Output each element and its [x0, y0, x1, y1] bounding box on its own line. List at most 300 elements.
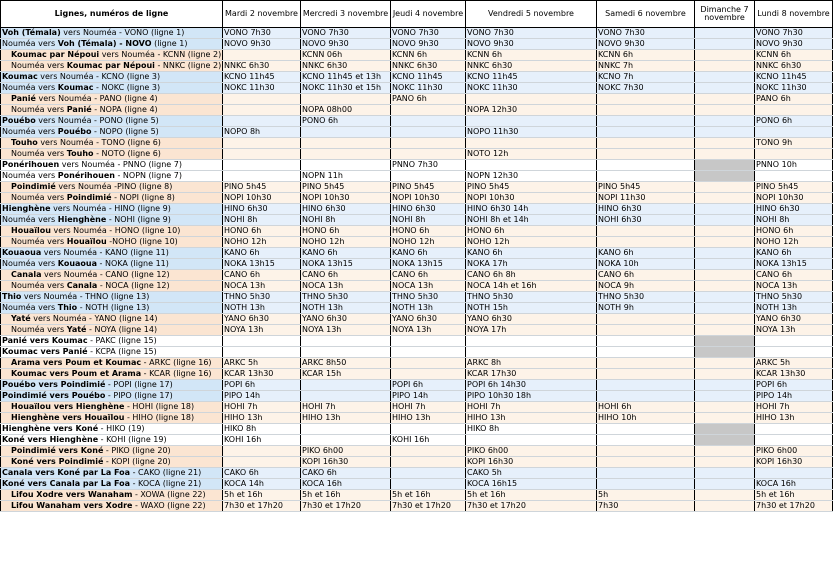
sunday-closed-cell [695, 314, 755, 325]
departure-cell [466, 116, 597, 127]
sunday-closed-cell [695, 435, 755, 446]
departure-cell: KCNO 7h [597, 72, 695, 83]
departure-cell [597, 435, 695, 446]
line-name-bold-part: Yaté [66, 325, 87, 334]
line-name-bold-part: Panié [66, 105, 92, 114]
departure-cell: KCNN 6h [391, 50, 466, 61]
line-name-bold-part: Houaïlou vers Hienghène [11, 402, 125, 411]
line-name-cell [1, 105, 223, 116]
departure-cell [223, 94, 301, 105]
departure-cell: PANO 6h [391, 94, 466, 105]
departure-cell: HINO 6h30 [223, 204, 301, 215]
sunday-closed-cell [695, 303, 755, 314]
departure-cell: HINO 6h30 [755, 204, 833, 215]
line-name-cell [1, 479, 223, 490]
departure-cell: 7h30 et 17h20 [223, 501, 301, 512]
departure-cell: KOCA 16h15 [466, 479, 597, 490]
departure-cell: PIPO 14h [223, 391, 301, 402]
departure-cell: PIPO 14h [755, 391, 833, 402]
table-row [1, 138, 833, 149]
departure-cell: KCNO 11h45 et 13h [301, 72, 391, 83]
line-name-cell [1, 446, 223, 457]
line-name-cell [1, 226, 223, 237]
departure-cell: HOHI 7h [223, 402, 301, 413]
table-row [1, 347, 833, 358]
line-name-part: Nouméa vers [11, 237, 67, 246]
departure-cell [597, 391, 695, 402]
line-name-part: Nouméa vers [11, 105, 67, 114]
line-name-cell [1, 413, 223, 424]
departure-cell [597, 127, 695, 138]
line-name-bold-part: Ponérihouen [57, 171, 115, 180]
departure-cell: HIHO 13h [755, 413, 833, 424]
departure-cell: NOPI 10h30 [466, 193, 597, 204]
line-name-bold-part: Koumac par Népoui [66, 61, 155, 70]
departure-cell: NOYA 13h [755, 325, 833, 336]
departure-cell [597, 138, 695, 149]
line-name-bold-part: Yaté [11, 314, 31, 323]
table-row [1, 292, 833, 303]
departure-cell [466, 347, 597, 358]
departure-cell [755, 171, 833, 182]
sunday-closed-cell [695, 369, 755, 380]
departure-cell [597, 424, 695, 435]
departure-cell: 5h [597, 490, 695, 501]
line-name-cell [1, 28, 223, 39]
departure-cell: HIHO 13h [223, 413, 301, 424]
departure-cell [391, 358, 466, 369]
departure-cell: VONO 7h30 [391, 28, 466, 39]
line-name-cell [1, 149, 223, 160]
line-name-cell [1, 336, 223, 347]
line-name-part: Nouméa vers [11, 149, 67, 158]
line-name-bold-part: Pouébo vers Poindimié [2, 380, 106, 389]
departure-cell: HIKO 8h [223, 424, 301, 435]
table-row [1, 72, 833, 83]
departure-cell [223, 446, 301, 457]
departure-cell [301, 336, 391, 347]
departure-cell: 5h et 16h [755, 490, 833, 501]
table-row [1, 171, 833, 182]
table-row [1, 259, 833, 270]
departure-cell: NOTH 13h [301, 303, 391, 314]
line-name-part: Nouméa vers [11, 61, 67, 70]
departure-cell: NOHI 8h et 14h [466, 215, 597, 226]
departure-cell [466, 336, 597, 347]
departure-cell [223, 160, 301, 171]
departure-cell [755, 435, 833, 446]
departure-cell [223, 457, 301, 468]
departure-cell: KCNN 6h [466, 50, 597, 61]
line-name-bold-part: Koumac vers Panié [2, 347, 88, 356]
departure-cell: NOKC 11h30 [223, 83, 301, 94]
sunday-closed-cell [695, 215, 755, 226]
departure-cell [223, 171, 301, 182]
table-row [1, 182, 833, 193]
departure-cell: KANO 6h [755, 248, 833, 259]
sunday-closed-cell [695, 358, 755, 369]
departure-cell: NOYA 17h [466, 325, 597, 336]
sunday-closed-cell [695, 413, 755, 424]
line-name-cell [1, 501, 223, 512]
line-name-bold-part: Voh (Témala) [2, 28, 61, 37]
table-row [1, 402, 833, 413]
departure-cell: NOVO 9h30 [466, 39, 597, 50]
departure-cell [597, 468, 695, 479]
table-row [1, 105, 833, 116]
departure-cell: NOHO 12h [301, 237, 391, 248]
line-name-bold-part: Poindimié [11, 182, 56, 191]
departure-cell [391, 347, 466, 358]
departure-cell: YANO 6h30 [223, 314, 301, 325]
departure-cell: NOHO 12h [755, 237, 833, 248]
departure-cell: PINO 5h45 [223, 182, 301, 193]
departure-cell: THNO 5h30 [391, 292, 466, 303]
departure-cell: NOCA 13h [391, 281, 466, 292]
departure-cell: 7h30 et 17h20 [391, 501, 466, 512]
sunday-closed-cell [695, 127, 755, 138]
sunday-closed-cell [695, 391, 755, 402]
line-name-bold-part: Hienghène [2, 204, 51, 213]
line-name-bold-part: Poindimié vers Koné [11, 446, 104, 455]
line-name-bold-part: Kouaoua [57, 259, 98, 268]
line-name-part: vers Nouméa - KANO (ligne 11) [41, 248, 169, 257]
departure-cell: NOVO 9h30 [597, 39, 695, 50]
line-name-part: - KOHI (ligne 19) [98, 435, 167, 444]
departure-cell: NOKC 11h30 et 15h [301, 83, 391, 94]
table-row [1, 270, 833, 281]
departure-cell: NOHI 8h [391, 215, 466, 226]
departure-cell: HIHO 13h [466, 413, 597, 424]
line-name-cell [1, 435, 223, 446]
departure-cell: HINO 6h30 [597, 204, 695, 215]
line-name-part: - NOYA (ligne 14) [86, 325, 158, 334]
departure-cell: KCAR 17h30 [466, 369, 597, 380]
departure-cell: NOPI 10h30 [223, 193, 301, 204]
line-name-cell [1, 281, 223, 292]
line-name-bold-part: Kouaoua [2, 248, 42, 257]
departure-cell: HOHI 6h [597, 402, 695, 413]
line-name-part: - KOPI (ligne 20) [103, 457, 171, 466]
departure-cell: CANO 6h [391, 270, 466, 281]
departure-cell: 7h30 et 17h20 [755, 501, 833, 512]
departure-cell [391, 105, 466, 116]
departure-cell [597, 105, 695, 116]
line-name-cell [1, 380, 223, 391]
departure-cell: PIKO 6h00 [755, 446, 833, 457]
line-name-part: Nouméa vers [2, 39, 58, 48]
line-name-part: - HIKO (19) [98, 424, 145, 433]
sunday-closed-cell [695, 237, 755, 248]
line-name-part: Nouméa vers [11, 193, 67, 202]
sunday-closed-cell [695, 204, 755, 215]
line-name-part: vers Nouméa - PNNO (ligne 7) [59, 160, 182, 169]
departure-cell [391, 149, 466, 160]
line-name-cell [1, 215, 223, 226]
line-name-bold-part: Lifou Xodre vers Wanaham [11, 490, 133, 499]
departure-cell: NOCA 13h [223, 281, 301, 292]
departure-cell [391, 457, 466, 468]
sunday-closed-cell [695, 347, 755, 358]
departure-cell: NOKA 13h15 [391, 259, 466, 270]
line-name-cell [1, 369, 223, 380]
departure-cell: ARKC 8h50 [301, 358, 391, 369]
departure-cell [301, 127, 391, 138]
departure-cell [597, 160, 695, 171]
table-row [1, 391, 833, 402]
departure-cell: CANO 6h [223, 270, 301, 281]
departure-cell: ARKC 5h [755, 358, 833, 369]
sunday-closed-cell [695, 226, 755, 237]
departure-cell: NOCA 13h [301, 281, 391, 292]
departure-cell: POPI 6h [391, 380, 466, 391]
departure-cell: PINO 5h45 [391, 182, 466, 193]
departure-cell: NOKA 13h15 [301, 259, 391, 270]
departure-cell: NOTH 13h [755, 303, 833, 314]
line-name-part: - KOCA (ligne 21) [130, 479, 202, 488]
line-name-part: - NOHI (ligne 9) [106, 215, 171, 224]
table-row [1, 50, 833, 61]
departure-cell [597, 347, 695, 358]
line-name-part: Nouméa vers [2, 127, 58, 136]
departure-cell: PIPO 14h [391, 391, 466, 402]
line-name-bold-part: Touho [66, 149, 94, 158]
departure-cell: KOCA 16h [301, 479, 391, 490]
line-name-bold-part: Poindimié vers Pouébo [2, 391, 106, 400]
departure-cell: CANO 6h [597, 270, 695, 281]
departure-cell: NOPI 11h30 [597, 193, 695, 204]
departure-cell [301, 149, 391, 160]
departure-cell: THNO 5h30 [466, 292, 597, 303]
departure-cell: NOKA 10h [597, 259, 695, 270]
line-name-part: - POPI (ligne 17) [105, 380, 173, 389]
line-name-bold-part: Arama vers Poum et Koumac [11, 358, 142, 367]
table-row [1, 204, 833, 215]
departure-cell: NOKA 13h15 [223, 259, 301, 270]
departure-cell: CANO 6h [755, 270, 833, 281]
departure-cell: HINO 6h30 [301, 204, 391, 215]
line-name-cell [1, 248, 223, 259]
departure-cell: PONO 6h [301, 116, 391, 127]
departure-cell: KANO 6h [301, 248, 391, 259]
line-name-bold-part: Touho [11, 138, 38, 147]
line-name-part: - CAKO (ligne 21) [130, 468, 202, 477]
departure-cell: KCNO 11h45 [223, 72, 301, 83]
departure-cell: 7h30 et 17h20 [301, 501, 391, 512]
line-name-bold-part: Koné vers Poindimié [11, 457, 104, 466]
line-name-part: vers Nouméa - PANO (ligne 4) [35, 94, 158, 103]
departure-cell: NOTO 12h [466, 149, 597, 160]
line-name-cell [1, 325, 223, 336]
table-row [1, 160, 833, 171]
departure-cell: CANO 6h 8h [466, 270, 597, 281]
departure-cell: NOKA 13h15 [755, 259, 833, 270]
departure-cell [597, 336, 695, 347]
departure-cell: POPI 6h [755, 380, 833, 391]
line-name-bold-part: Koné vers Canala par La Foa [2, 479, 131, 488]
departure-cell [597, 358, 695, 369]
departure-cell: HOHI 7h [755, 402, 833, 413]
line-name-cell [1, 314, 223, 325]
departure-cell: KCNN 6h [755, 50, 833, 61]
line-name-bold-part: Thio [2, 292, 22, 301]
departure-cell [755, 105, 833, 116]
line-name-part: - NOKA (ligne 11) [97, 259, 169, 268]
sunday-closed-cell [695, 61, 755, 72]
line-name-bold-part: Ponérihouen [2, 160, 60, 169]
table-row [1, 358, 833, 369]
departure-cell [391, 336, 466, 347]
table-row [1, 490, 833, 501]
column-header-day: Mardi 2 novembre [223, 1, 301, 28]
departure-cell: VONO 7h30 [466, 28, 597, 39]
line-name-part: - NOPA (ligne 4) [91, 105, 158, 114]
table-row [1, 336, 833, 347]
departure-cell: NOVO 9h30 [301, 39, 391, 50]
departure-cell: CAKO 5h [466, 468, 597, 479]
line-name-part: vers Nouméa - HONO (ligne 10) [50, 226, 181, 235]
sunday-closed-cell [695, 72, 755, 83]
line-name-cell [1, 391, 223, 402]
departure-cell: NOKC 11h30 [391, 83, 466, 94]
departure-cell [391, 116, 466, 127]
departure-cell: NOPO 11h30 [466, 127, 597, 138]
departure-cell: NNKC 6h30 [223, 61, 301, 72]
line-name-cell [1, 193, 223, 204]
departure-cell: YANO 6h30 [391, 314, 466, 325]
header-row [1, 1, 833, 28]
table-row [1, 457, 833, 468]
departure-cell: ARKC 5h [223, 358, 301, 369]
line-name-bold-part: Hienghène vers Koné [2, 424, 99, 433]
departure-cell: 5h et 16h [301, 490, 391, 501]
departure-cell [223, 138, 301, 149]
departure-cell [597, 369, 695, 380]
departure-cell: NOPN 11h [301, 171, 391, 182]
line-name-part: - NOKC (ligne 3) [93, 83, 161, 92]
line-name-part: Nouméa vers [11, 281, 67, 290]
departure-cell [301, 424, 391, 435]
line-name-part: - PIKO (ligne 20) [103, 446, 171, 455]
departure-cell: VONO 7h30 [223, 28, 301, 39]
line-name-part: vers Nouméa - YANO (ligne 14) [30, 314, 158, 323]
line-name-cell [1, 457, 223, 468]
line-name-bold-part: Canala vers Koné par La Foa [2, 468, 131, 477]
line-name-part: vers Nouméa - HINO (ligne 9) [50, 204, 171, 213]
table-row [1, 446, 833, 457]
line-name-part: -NOHO (ligne 10) [106, 237, 178, 246]
table-row [1, 325, 833, 336]
departure-cell: PINO 5h45 [597, 182, 695, 193]
departure-cell [391, 171, 466, 182]
departure-cell: KOCA 14h [223, 479, 301, 490]
sunday-closed-cell [695, 490, 755, 501]
departure-cell: PANO 6h [755, 94, 833, 105]
departure-cell: CANO 6h [301, 270, 391, 281]
departure-cell: HINO 6h30 [391, 204, 466, 215]
line-name-part: - HOHI (ligne 18) [124, 402, 195, 411]
line-name-cell [1, 39, 223, 50]
line-name-bold-part: Panié [11, 94, 36, 103]
departure-cell: 7h30 et 17h20 [466, 501, 597, 512]
departure-cell: KOPI 16h30 [755, 457, 833, 468]
table-row [1, 226, 833, 237]
departure-cell [223, 149, 301, 160]
column-header-day: Vendredi 5 novembre [466, 1, 597, 28]
departure-cell: NOYA 13h [391, 325, 466, 336]
departure-cell: NOPI 10h30 [301, 193, 391, 204]
line-name-cell [1, 270, 223, 281]
departure-cell: HIKO 8h [466, 424, 597, 435]
table-row [1, 83, 833, 94]
departure-cell [466, 435, 597, 446]
departure-cell: HONO 6h [301, 226, 391, 237]
departure-cell: NOHI 8h [301, 215, 391, 226]
table-row [1, 281, 833, 292]
departure-cell [301, 380, 391, 391]
line-name-part: Nouméa vers [11, 325, 67, 334]
departure-cell: NOCA 9h [597, 281, 695, 292]
departure-cell: KCNN 6h [597, 50, 695, 61]
line-name-cell [1, 116, 223, 127]
sunday-closed-cell [695, 479, 755, 490]
departure-cell: KCNO 11h45 [466, 72, 597, 83]
line-name-cell [1, 182, 223, 193]
departure-cell: PNNO 7h30 [391, 160, 466, 171]
column-header-day: Jeudi 4 novembre [391, 1, 466, 28]
departure-cell [597, 314, 695, 325]
departure-cell: NOTH 13h [391, 303, 466, 314]
departure-cell [223, 347, 301, 358]
line-name-part: - ARKC (ligne 16) [141, 358, 212, 367]
line-name-part: - PIPO (ligne 17) [105, 391, 173, 400]
table-row [1, 479, 833, 490]
departure-cell: NOYA 13h [301, 325, 391, 336]
column-header-day: Lundi 8 novembre [755, 1, 833, 28]
sunday-closed-cell [695, 259, 755, 270]
table-row [1, 61, 833, 72]
departure-cell [301, 435, 391, 446]
table-row [1, 193, 833, 204]
departure-cell: CAKO 6h [301, 468, 391, 479]
departure-cell: VONO 7h30 [755, 28, 833, 39]
sunday-closed-cell [695, 50, 755, 61]
departure-cell: NOKC 7h30 [597, 83, 695, 94]
departure-cell: NOHI 8h [755, 215, 833, 226]
departure-cell: KCAR 13h30 [223, 369, 301, 380]
departure-cell [755, 336, 833, 347]
departure-cell: POPI 6h 14h30 [466, 380, 597, 391]
table-row [1, 94, 833, 105]
departure-cell: PNNO 10h [755, 160, 833, 171]
departure-cell [391, 138, 466, 149]
sunday-closed-cell [695, 39, 755, 50]
departure-cell: NOCA 14h et 16h [466, 281, 597, 292]
departure-cell [301, 94, 391, 105]
line-name-part: (ligne 1) [151, 39, 188, 48]
departure-cell: 5h et 16h [391, 490, 466, 501]
line-name-part: - NOTO (ligne 6) [93, 149, 161, 158]
departure-cell [597, 446, 695, 457]
departure-cell: NOTH 9h [597, 303, 695, 314]
departure-cell: ARKC 8h [466, 358, 597, 369]
departure-cell [223, 105, 301, 116]
departure-cell: NOTH 13h [223, 303, 301, 314]
departure-cell: PINO 5h45 [301, 182, 391, 193]
line-name-bold-part: Houaïlou [66, 237, 107, 246]
table-row [1, 468, 833, 479]
line-name-cell [1, 347, 223, 358]
